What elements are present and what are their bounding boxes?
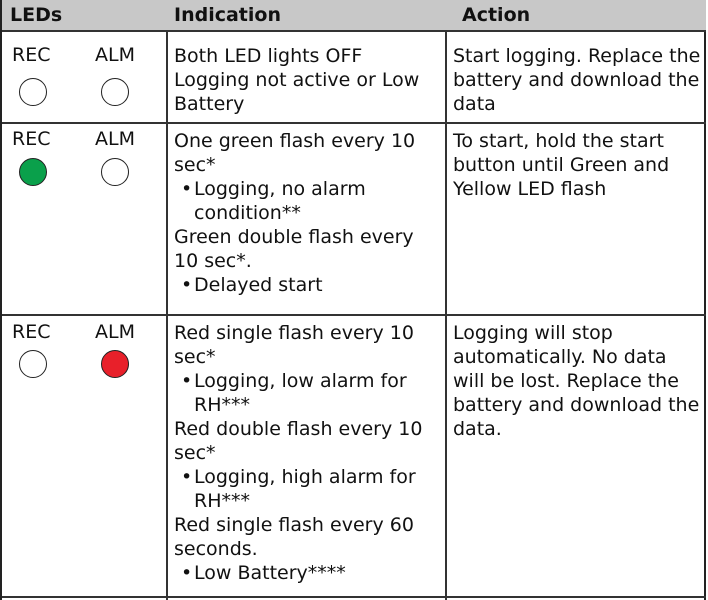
indication-text: Logging not active or Low Battery <box>174 69 420 115</box>
indication-text: One green flash every 10 sec* <box>174 130 416 176</box>
column-divider <box>445 32 447 600</box>
row-divider <box>2 122 706 124</box>
rec-label: REC <box>12 44 51 66</box>
indication-text: Red single flash every 60 seconds. <box>174 514 414 560</box>
action-cell: Start logging. Replace the battery and download the data <box>453 45 701 115</box>
rec-led-icon <box>19 158 47 186</box>
indication-text: Red single flash every 10 sec* <box>174 322 414 368</box>
row-divider <box>2 596 706 598</box>
indication-text: Red double flash every 10 sec* <box>174 418 423 464</box>
indication-bullet: • Low Battery**** <box>174 561 440 585</box>
alm-led-icon <box>101 78 129 106</box>
indication-bullet: • Logging, high alarm for RH*** <box>174 465 440 513</box>
indication-cell <box>174 129 440 297</box>
alm-label: ALM <box>95 128 135 150</box>
indication-bullet: • Delayed start <box>174 273 440 297</box>
indication-bullet: • Logging, low alarm for RH*** <box>174 369 440 417</box>
rec-led-icon <box>19 78 47 106</box>
row-divider <box>2 314 706 316</box>
alm-label: ALM <box>95 321 135 343</box>
alm-label: ALM <box>95 44 135 66</box>
alm-led-icon <box>101 350 129 378</box>
action-cell: Logging will stop automatically. No data will be lost. Replace the battery and download the data. <box>453 322 700 440</box>
column-divider <box>166 32 168 600</box>
table-header <box>2 0 706 32</box>
header-action: Action <box>462 4 531 26</box>
rec-label: REC <box>12 128 51 150</box>
rec-label: REC <box>12 321 51 343</box>
header-indication: Indication <box>174 4 281 26</box>
action-cell: To start, hold the start button until Green and Yellow LED flash <box>453 130 670 200</box>
header-leds: LEDs <box>10 4 63 26</box>
indication-text: Both LED lights OFF <box>174 45 363 67</box>
rec-led-icon <box>19 350 47 378</box>
indication-cell <box>174 44 440 116</box>
alm-led-icon <box>101 158 129 186</box>
indication-bullet: • Logging, no alarm condition** <box>174 177 440 225</box>
indication-text: Green double flash every 10 sec*. <box>174 226 414 272</box>
indication-cell <box>174 321 440 585</box>
